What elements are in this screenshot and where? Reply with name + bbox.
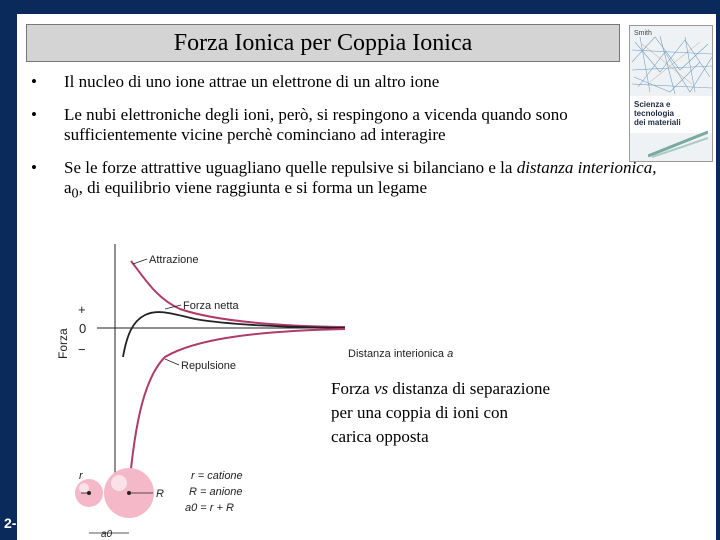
- bullet-item: [31, 72, 671, 92]
- bullet-marker: •: [31, 158, 37, 177]
- book-publisher: Smith: [634, 30, 652, 37]
- x-axis-label: Distanza interionica a: [348, 348, 454, 360]
- bullet-text: Le nubi elettroniche degli ioni, però, si respingono a vicenda quando sono sufficientemente vicine perchè cominciano ad interagire: [64, 105, 568, 144]
- cation-radius-label: r: [79, 470, 83, 482]
- bullet-marker: •: [31, 105, 37, 124]
- bullet-marker: •: [31, 72, 37, 91]
- anion-radius-label: R: [156, 488, 164, 500]
- attraction-leader: [133, 259, 147, 264]
- bullet-item: [31, 105, 624, 145]
- repulsion-leader: [165, 359, 179, 365]
- bullet-text: Se le forze attrattive uguagliano quelle repulsive si bilanciano e la: [64, 158, 517, 177]
- attraction-curve: [131, 261, 345, 327]
- y-axis-label: Forza: [56, 328, 70, 359]
- anion-nucleus: [127, 491, 131, 495]
- slide-canvas: [17, 14, 716, 540]
- legend-cation: r = catione: [191, 470, 243, 482]
- net-force-curve: [123, 312, 345, 357]
- bullet-list: [31, 72, 671, 216]
- repulsion-label: Repulsione: [181, 360, 237, 372]
- slide-number: 2-35: [4, 515, 33, 531]
- zero-label: 0: [79, 321, 87, 336]
- figure-caption: Forza vs distanza di separazione per una coppia di ioni con carica opposta: [331, 379, 551, 446]
- legend-anion: R = anione: [189, 486, 243, 498]
- bullet-italic: distanza interionica,: [516, 158, 657, 177]
- book-title: Scienza e tecnologia dei materiali: [634, 100, 681, 127]
- a0-dimension-label: a0: [101, 529, 113, 539]
- cation-highlight: [79, 483, 89, 493]
- slide-title: Forza Ionica per Coppia Ionica: [26, 24, 620, 62]
- copyright-footer: w-Hill Education (Italy) srl: [452, 519, 565, 530]
- net-force-label: Forza netta: [183, 300, 239, 312]
- plus-sign: +: [78, 302, 86, 317]
- legend-a0: a0 = r + R: [185, 502, 234, 514]
- anion-highlight: [111, 475, 127, 491]
- bullet-text: Il nucleo di uno ione attrae un elettrone di un altro ione: [64, 72, 440, 91]
- attraction-label: Attrazione: [149, 254, 199, 266]
- bullet-item: • Se le forze attrattive uguagliano quelle repulsive si bilanciano e la distanza interionica, $a_0$, di equilibrio viene raggiunta e si forma un legame: [31, 158, 657, 202]
- cation-nucleus: [87, 491, 91, 495]
- minus-sign: −: [78, 342, 86, 357]
